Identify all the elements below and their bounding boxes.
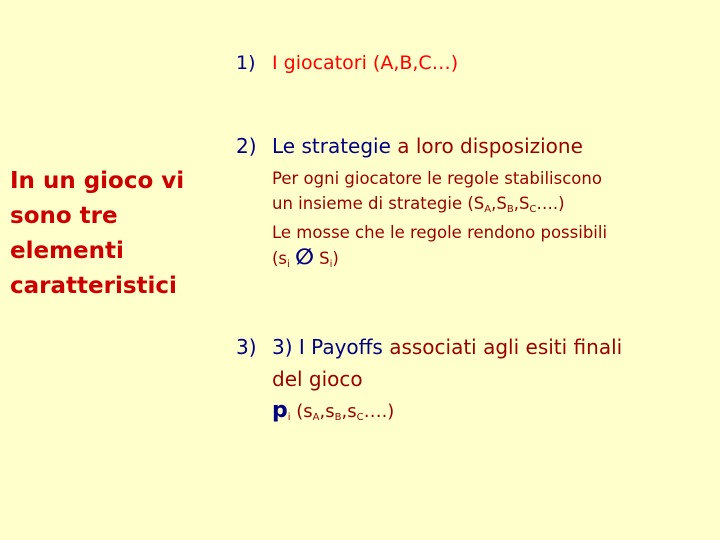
item-number-2: 2) [236, 134, 257, 158]
left-title-line-2: sono tre [10, 203, 118, 229]
payoffs-line-2: del gioco [272, 367, 363, 391]
item-prefix-1: I [272, 52, 278, 74]
left-title-line-1: In un gioco vi [10, 168, 185, 194]
left-title-line-4: caratteristici [10, 273, 177, 299]
strategies-line-4: ($s_i$ ∅ $S_i$) [272, 245, 339, 270]
item-label-strategies: Le strategie [272, 134, 391, 158]
item-text-strategies [272, 132, 583, 160]
item-label-strategies-rest: a loro disposizione [390, 134, 583, 158]
strategies-line-1: Per ogni giocatore le regole stabiliscono [272, 169, 602, 188]
strategies-line-2: un insieme di strategie $(S_A,S_B,S_C\dots.)$ [272, 194, 565, 215]
item-label-players: giocatori (A,B,C…) [277, 52, 459, 74]
item-text-players [272, 50, 458, 76]
item-number-1: 1) [236, 52, 256, 74]
item-number-3: 3) [236, 335, 257, 359]
pi-symbol-icon: p [272, 398, 288, 423]
element-of-icon: ∅ [295, 245, 314, 270]
left-title [10, 164, 210, 304]
strategies-line-3: Le mosse che le regole rendono possibili [272, 223, 608, 242]
item-text-payoffs [272, 332, 622, 362]
item-prefix-3: 3) I [272, 335, 305, 359]
left-title-line-3: elementi [10, 238, 124, 264]
item-label-payoffs: Payoffs [304, 335, 383, 359]
payoffs-line-3: $p_i$ $(s_A,s_B,s_C\dots.)$ [272, 398, 395, 423]
item-label-payoffs-rest: associati agli esiti finali [382, 335, 623, 359]
